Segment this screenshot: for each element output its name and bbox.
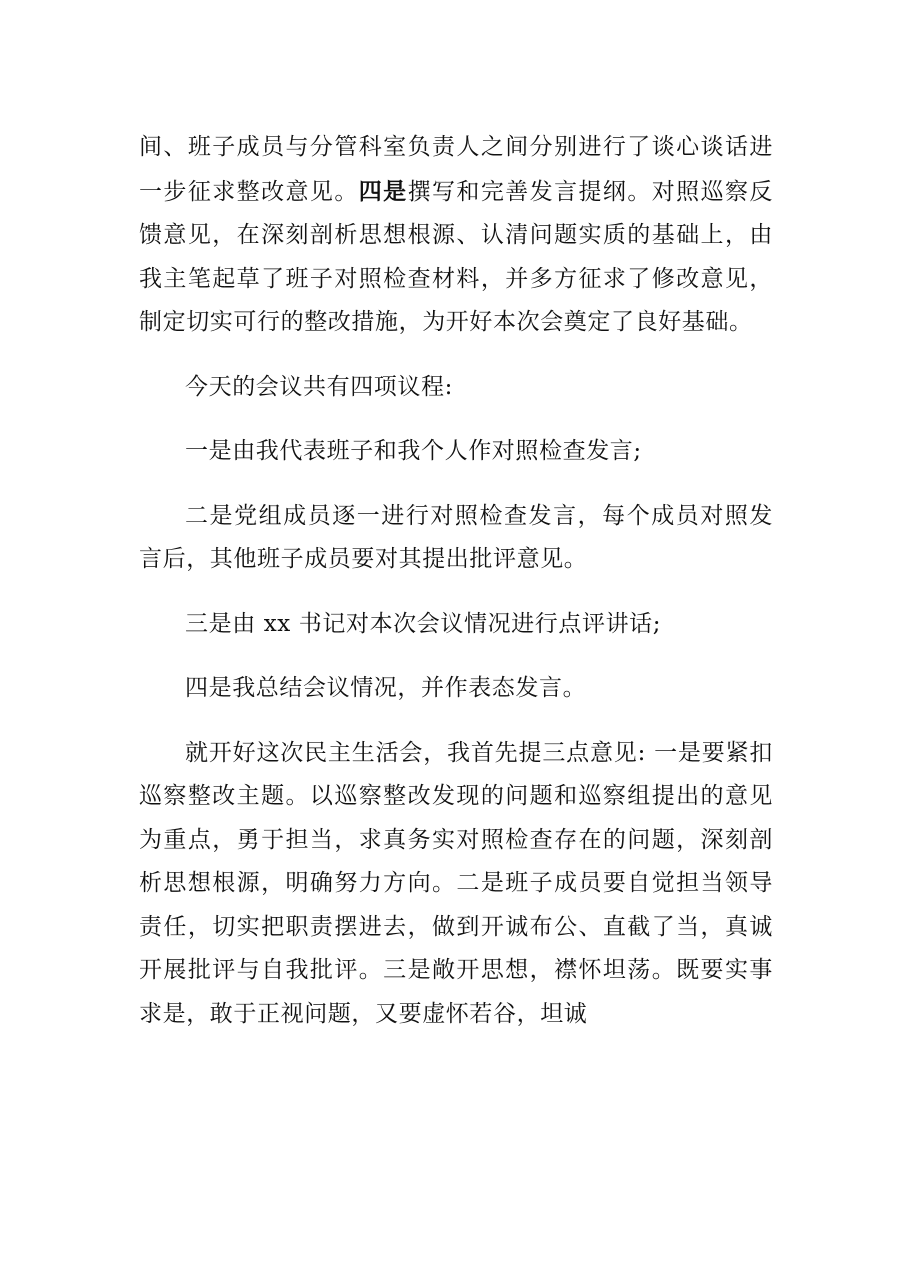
agenda-intro-paragraph: 今天的会议共有四项议程: (185, 373, 453, 400)
agenda-item-3: 三是由 xx 书记对本次会议情况进行点评讲话; (185, 610, 662, 637)
document-body (139, 126, 773, 1036)
paragraph-text: 撰写和完善发言提纲。对照巡察反馈意见，在深刻剖析思想根源、认清问题实质的基础上，由我主笔起草了班子对照检查材料，并多方征求了修改意见，制定切实可行的整改措施，为开好本次会奠定了良好基础。 (139, 178, 774, 335)
agenda-item-2: 二是党组成员逐一进行对照检查发言，每个成员对照发言后，其他班子成员要对其提出批评意见。 (139, 502, 773, 572)
paragraph-continued (139, 126, 773, 345)
bold-lead-phrase: 四是 (358, 177, 408, 205)
agenda-item-4: 四是我总结会议情况，并作表态发言。 (185, 675, 587, 701)
paragraph-text: 间、班子成员与分管科室负责人之间分别进行了谈心谈话进一步征求整改意见。 (139, 134, 773, 205)
agenda-item-1: 一是由我代表班子和我个人作对照检查发言; (185, 438, 642, 464)
opinions-paragraph: 就开好这次民主生活会，我首先提三点意见: 一是要紧扣巡察整改主题。以巡察整改发现的问题和巡察组提出的意见为重点，勇于担当，求真务实对照检查存在的问题，深刻剖析思想根源，明确努力方向。二是班子成员要自觉担当领导责任，切实把职责摆进去，做到开诚布公、直截了当，真诚开展批评与自我批评。三是敞开思想，襟怀坦荡。既要实事求是，敢于正视问题，又要虚怀若谷，坦诚 (139, 739, 773, 1027)
